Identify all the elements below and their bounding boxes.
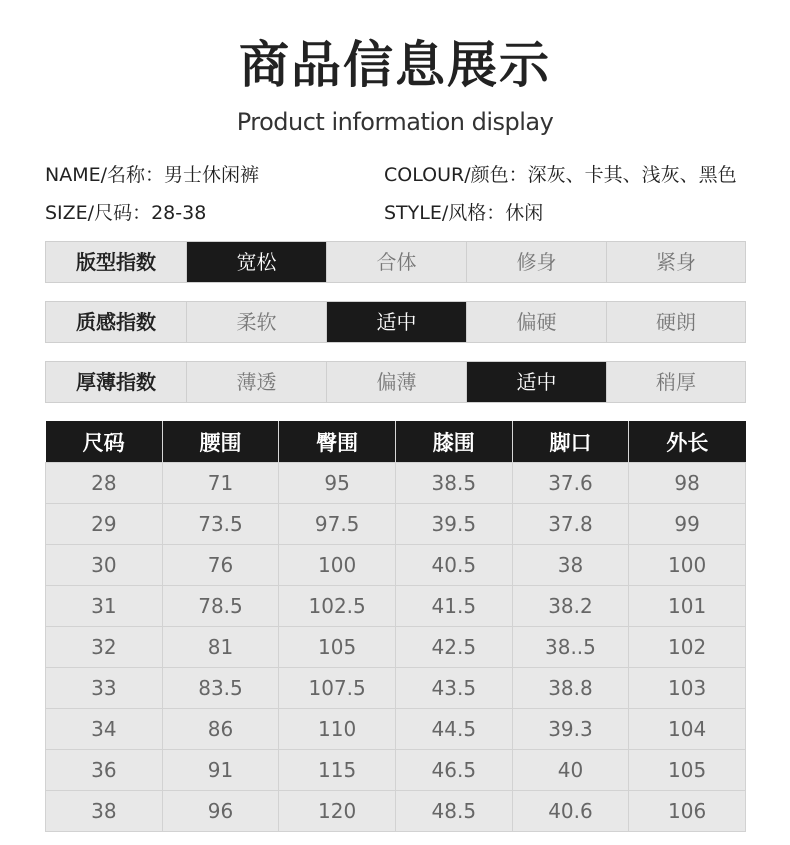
size-chart-table (45, 421, 746, 832)
table-cell: 120 (279, 791, 396, 832)
column-header: 脚口 (512, 421, 629, 463)
table-row (46, 627, 746, 668)
fit-index-label: 版型指数 (76, 250, 156, 274)
table-cell: 28 (46, 463, 163, 504)
table-row (46, 791, 746, 832)
table-cell: 73.5 (162, 504, 279, 545)
table-row (46, 668, 746, 709)
fit-option: 合体 (326, 242, 466, 282)
table-cell: 104 (629, 709, 746, 750)
thickness-option: 偏薄 (326, 362, 466, 402)
table-cell: 33 (46, 668, 163, 709)
table-cell: 83.5 (162, 668, 279, 709)
table-row (46, 750, 746, 791)
table-cell: 31 (46, 586, 163, 627)
table-cell: 38 (46, 791, 163, 832)
product-size: SIZE/尺码：28-38 (45, 202, 207, 224)
table-cell: 38.8 (512, 668, 629, 709)
texture-index-bar (45, 301, 746, 343)
table-row (46, 586, 746, 627)
table-cell: 37.8 (512, 504, 629, 545)
table-cell: 30 (46, 545, 163, 586)
thickness-index-label: 厚薄指数 (76, 370, 156, 394)
table-cell: 105 (629, 750, 746, 791)
table-cell: 39.3 (512, 709, 629, 750)
table-cell: 40.6 (512, 791, 629, 832)
thickness-option: 薄透 (186, 362, 326, 402)
table-cell: 48.5 (395, 791, 512, 832)
fit-option: 紧身 (606, 242, 745, 282)
table-cell: 38.5 (395, 463, 512, 504)
table-row (46, 545, 746, 586)
table-cell: 41.5 (395, 586, 512, 627)
table-cell: 36 (46, 750, 163, 791)
table-cell: 98 (629, 463, 746, 504)
table-cell: 46.5 (395, 750, 512, 791)
table-cell: 38 (512, 545, 629, 586)
table-cell: 42.5 (395, 627, 512, 668)
table-cell: 86 (162, 709, 279, 750)
table-cell: 38.2 (512, 586, 629, 627)
table-cell: 91 (162, 750, 279, 791)
texture-option: 偏硬 (466, 302, 606, 342)
column-header: 腰围 (162, 421, 279, 463)
table-cell: 34 (46, 709, 163, 750)
page-title: 商品信息展示 (239, 36, 551, 94)
table-cell: 71 (162, 463, 279, 504)
table-cell: 101 (629, 586, 746, 627)
column-header: 膝围 (395, 421, 512, 463)
table-cell: 40 (512, 750, 629, 791)
fit-index-bar (45, 241, 746, 283)
table-cell: 32 (46, 627, 163, 668)
table-cell: 76 (162, 545, 279, 586)
table-cell: 110 (279, 709, 396, 750)
table-cell: 78.5 (162, 586, 279, 627)
product-name: NAME/名称：男士休闲裤 (45, 164, 260, 186)
texture-index-label: 质感指数 (76, 310, 156, 334)
table-cell: 102.5 (279, 586, 396, 627)
table-cell: 43.5 (395, 668, 512, 709)
fit-option: 修身 (466, 242, 606, 282)
table-header-row (46, 421, 746, 463)
column-header: 外长 (629, 421, 746, 463)
column-header: 尺码 (46, 421, 163, 463)
table-cell: 107.5 (279, 668, 396, 709)
table-cell: 102 (629, 627, 746, 668)
texture-option-selected: 适中 (326, 302, 466, 342)
table-cell: 95 (279, 463, 396, 504)
table-cell: 106 (629, 791, 746, 832)
thickness-option-selected: 适中 (466, 362, 606, 402)
table-cell: 103 (629, 668, 746, 709)
table-cell: 105 (279, 627, 396, 668)
column-header: 臀围 (279, 421, 396, 463)
thickness-index-bar (45, 361, 746, 403)
product-colour: COLOUR/颜色：深灰、卡其、浅灰、黑色 (384, 164, 737, 186)
table-cell: 100 (279, 545, 396, 586)
table-cell: 29 (46, 504, 163, 545)
table-cell: 39.5 (395, 504, 512, 545)
product-style: STYLE/风格：休闲 (384, 202, 544, 224)
table-cell: 37.6 (512, 463, 629, 504)
table-row (46, 709, 746, 750)
texture-option: 柔软 (186, 302, 326, 342)
page-subtitle: Product information display (236, 108, 554, 136)
table-cell: 115 (279, 750, 396, 791)
table-cell: 97.5 (279, 504, 396, 545)
table-row (46, 463, 746, 504)
fit-option-selected: 宽松 (186, 242, 326, 282)
table-cell: 81 (162, 627, 279, 668)
table-cell: 96 (162, 791, 279, 832)
table-row (46, 504, 746, 545)
texture-option: 硬朗 (606, 302, 745, 342)
table-cell: 44.5 (395, 709, 512, 750)
table-cell: 99 (629, 504, 746, 545)
thickness-option: 稍厚 (606, 362, 745, 402)
table-cell: 38..5 (512, 627, 629, 668)
table-cell: 40.5 (395, 545, 512, 586)
table-cell: 100 (629, 545, 746, 586)
